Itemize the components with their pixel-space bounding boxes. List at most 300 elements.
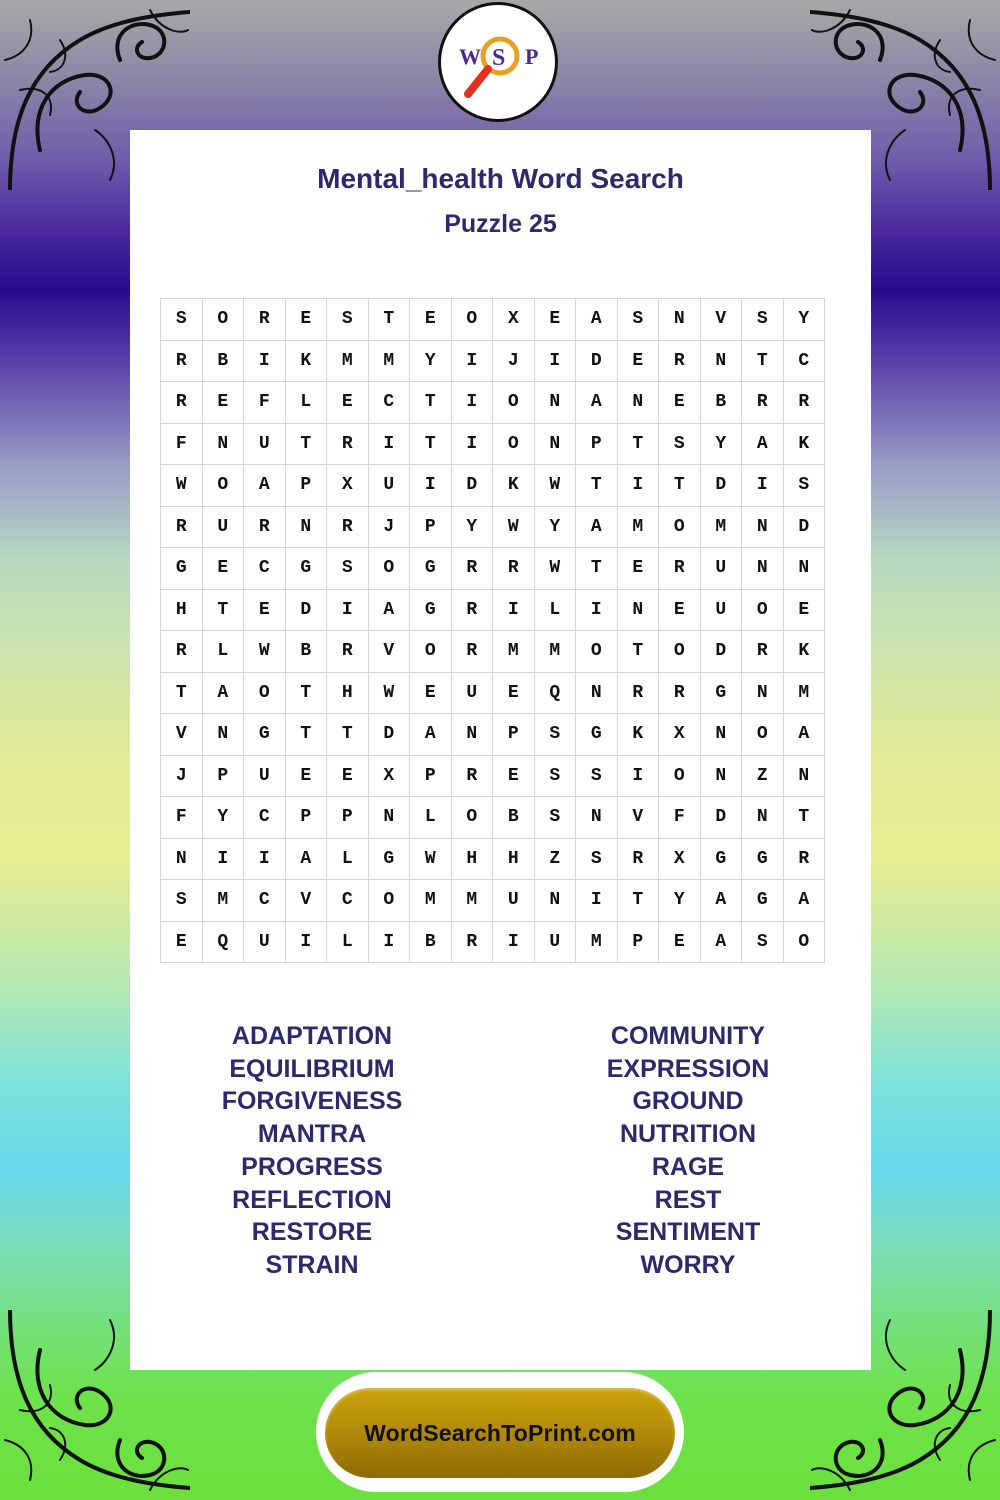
grid-cell[interactable]: I bbox=[493, 921, 535, 963]
grid-cell[interactable]: Q bbox=[534, 672, 576, 714]
grid-row bbox=[161, 755, 825, 797]
grid-cell[interactable]: T bbox=[327, 714, 369, 756]
grid-cell[interactable]: T bbox=[659, 465, 701, 507]
grid-cell[interactable]: I bbox=[244, 838, 286, 880]
grid-cell[interactable]: U bbox=[368, 465, 410, 507]
grid-cell[interactable]: E bbox=[410, 672, 452, 714]
grid-cell[interactable]: S bbox=[576, 838, 618, 880]
grid-cell[interactable]: O bbox=[742, 714, 784, 756]
grid-cell[interactable]: T bbox=[576, 465, 618, 507]
grid-cell[interactable]: N bbox=[451, 714, 493, 756]
grid-cell[interactable]: T bbox=[576, 548, 618, 590]
grid-cell[interactable]: A bbox=[576, 299, 618, 341]
grid-cell[interactable]: E bbox=[327, 755, 369, 797]
grid-cell[interactable]: M bbox=[783, 672, 825, 714]
grid-cell[interactable]: R bbox=[742, 382, 784, 424]
grid-cell[interactable]: W bbox=[534, 548, 576, 590]
grid-cell[interactable]: R bbox=[451, 589, 493, 631]
grid-cell[interactable]: N bbox=[700, 340, 742, 382]
grid-cell[interactable]: I bbox=[493, 589, 535, 631]
grid-cell[interactable]: E bbox=[659, 921, 701, 963]
grid-cell[interactable]: S bbox=[659, 423, 701, 465]
grid-cell[interactable]: G bbox=[410, 548, 452, 590]
grid-row bbox=[161, 340, 825, 382]
grid-cell[interactable]: O bbox=[576, 631, 618, 673]
grid-cell[interactable]: W bbox=[244, 631, 286, 673]
grid-cell[interactable]: I bbox=[451, 382, 493, 424]
grid-cell[interactable]: N bbox=[202, 714, 244, 756]
grid-cell[interactable]: H bbox=[493, 838, 535, 880]
grid-cell[interactable]: T bbox=[285, 423, 327, 465]
grid-cell[interactable]: C bbox=[368, 382, 410, 424]
grid-row bbox=[161, 838, 825, 880]
grid-cell[interactable]: K bbox=[285, 340, 327, 382]
word-list-item: REFLECTION bbox=[232, 1185, 392, 1214]
grid-cell[interactable]: C bbox=[327, 880, 369, 922]
grid-cell[interactable]: K bbox=[783, 631, 825, 673]
grid-cell[interactable]: T bbox=[410, 423, 452, 465]
grid-cell[interactable]: I bbox=[244, 340, 286, 382]
grid-cell[interactable]: Z bbox=[742, 755, 784, 797]
svg-text:P: P bbox=[525, 44, 539, 69]
grid-cell[interactable]: O bbox=[742, 589, 784, 631]
grid-cell[interactable]: R bbox=[327, 423, 369, 465]
grid-cell[interactable]: O bbox=[202, 465, 244, 507]
grid-cell[interactable]: U bbox=[244, 423, 286, 465]
word-list-item: GROUND bbox=[632, 1087, 744, 1116]
grid-cell[interactable]: J bbox=[493, 340, 535, 382]
grid-cell[interactable]: N bbox=[742, 797, 784, 839]
grid-cell[interactable]: Y bbox=[783, 299, 825, 341]
grid-cell[interactable]: W bbox=[161, 465, 203, 507]
grid-cell[interactable]: I bbox=[617, 465, 659, 507]
grid-cell[interactable]: A bbox=[368, 589, 410, 631]
grid-cell[interactable]: U bbox=[700, 548, 742, 590]
word-list-item: WORRY bbox=[640, 1250, 736, 1279]
grid-cell[interactable]: E bbox=[285, 755, 327, 797]
grid-cell[interactable]: S bbox=[534, 797, 576, 839]
grid-cell[interactable]: I bbox=[617, 755, 659, 797]
grid-cell[interactable]: S bbox=[534, 714, 576, 756]
grid-cell[interactable]: E bbox=[783, 589, 825, 631]
grid-cell[interactable]: D bbox=[700, 797, 742, 839]
grid-cell[interactable]: C bbox=[244, 548, 286, 590]
grid-cell[interactable]: R bbox=[451, 631, 493, 673]
grid-cell[interactable]: B bbox=[410, 921, 452, 963]
grid-cell[interactable]: R bbox=[244, 299, 286, 341]
grid-cell[interactable]: E bbox=[659, 589, 701, 631]
grid-cell[interactable]: R bbox=[659, 672, 701, 714]
grid-cell[interactable]: O bbox=[410, 631, 452, 673]
grid-cell[interactable]: T bbox=[285, 672, 327, 714]
grid-cell[interactable]: R bbox=[161, 631, 203, 673]
grid-cell[interactable]: H bbox=[451, 838, 493, 880]
grid-cell[interactable]: N bbox=[576, 797, 618, 839]
grid-cell[interactable]: R bbox=[327, 506, 369, 548]
grid-cell[interactable]: T bbox=[742, 340, 784, 382]
grid-cell[interactable]: U bbox=[244, 755, 286, 797]
grid-cell[interactable]: O bbox=[368, 548, 410, 590]
grid-cell[interactable]: P bbox=[617, 921, 659, 963]
grid-cell[interactable]: R bbox=[617, 672, 659, 714]
word-list-right bbox=[528, 1020, 848, 1282]
grid-cell[interactable]: L bbox=[410, 797, 452, 839]
grid-row bbox=[161, 548, 825, 590]
site-link-label: WordSearchToPrint.com bbox=[364, 1419, 636, 1446]
grid-cell[interactable]: M bbox=[576, 921, 618, 963]
grid-cell[interactable]: O bbox=[451, 797, 493, 839]
grid-cell[interactable]: E bbox=[244, 589, 286, 631]
grid-cell[interactable]: G bbox=[368, 838, 410, 880]
word-list-item: MANTRA bbox=[257, 1120, 367, 1149]
grid-cell[interactable]: Y bbox=[659, 880, 701, 922]
grid-cell[interactable]: N bbox=[742, 548, 784, 590]
grid-cell[interactable]: R bbox=[244, 506, 286, 548]
grid-cell[interactable]: F bbox=[161, 797, 203, 839]
grid-cell[interactable]: W bbox=[534, 465, 576, 507]
grid-cell[interactable]: O bbox=[451, 299, 493, 341]
grid-cell[interactable]: Y bbox=[410, 340, 452, 382]
grid-cell[interactable]: F bbox=[659, 797, 701, 839]
grid-cell[interactable]: A bbox=[700, 921, 742, 963]
grid-cell[interactable]: P bbox=[285, 797, 327, 839]
grid-cell[interactable]: Z bbox=[534, 838, 576, 880]
grid-cell[interactable]: I bbox=[368, 423, 410, 465]
grid-cell[interactable]: A bbox=[285, 838, 327, 880]
grid-cell[interactable]: X bbox=[493, 299, 535, 341]
grid-cell[interactable]: U bbox=[534, 921, 576, 963]
grid-cell[interactable]: U bbox=[244, 921, 286, 963]
grid-cell[interactable]: O bbox=[493, 382, 535, 424]
grid-cell[interactable]: A bbox=[783, 714, 825, 756]
grid-cell[interactable]: E bbox=[617, 548, 659, 590]
grid-cell[interactable]: X bbox=[659, 714, 701, 756]
grid-row bbox=[161, 465, 825, 507]
grid-cell[interactable]: P bbox=[493, 714, 535, 756]
grid-cell[interactable]: I bbox=[285, 921, 327, 963]
grid-cell[interactable]: A bbox=[700, 880, 742, 922]
grid-cell[interactable]: N bbox=[534, 423, 576, 465]
puzzle-sheet bbox=[130, 130, 871, 1370]
grid-cell[interactable]: G bbox=[161, 548, 203, 590]
grid-cell[interactable]: T bbox=[202, 589, 244, 631]
grid-cell[interactable]: V bbox=[285, 880, 327, 922]
grid-cell[interactable]: P bbox=[576, 423, 618, 465]
grid-cell[interactable]: M bbox=[451, 880, 493, 922]
grid-row bbox=[161, 880, 825, 922]
grid-cell[interactable]: R bbox=[659, 340, 701, 382]
word-list-item: STRAIN bbox=[265, 1250, 359, 1279]
grid-cell[interactable]: K bbox=[783, 423, 825, 465]
grid-cell[interactable]: O bbox=[368, 880, 410, 922]
letter-grid bbox=[160, 298, 825, 963]
grid-cell[interactable]: I bbox=[451, 340, 493, 382]
grid-cell[interactable]: D bbox=[576, 340, 618, 382]
grid-cell[interactable]: S bbox=[161, 299, 203, 341]
grid-cell[interactable]: R bbox=[783, 382, 825, 424]
grid-cell[interactable]: N bbox=[700, 755, 742, 797]
grid-cell[interactable]: O bbox=[493, 423, 535, 465]
grid-cell[interactable]: P bbox=[285, 465, 327, 507]
grid-cell[interactable]: L bbox=[285, 382, 327, 424]
grid-cell[interactable]: V bbox=[161, 714, 203, 756]
grid-cell[interactable]: D bbox=[451, 465, 493, 507]
grid-cell[interactable]: X bbox=[659, 838, 701, 880]
grid-cell[interactable]: F bbox=[161, 423, 203, 465]
word-list-item: RESTORE bbox=[251, 1218, 373, 1247]
grid-row bbox=[161, 672, 825, 714]
grid-cell[interactable]: K bbox=[493, 465, 535, 507]
grid-row bbox=[161, 714, 825, 756]
grid-cell[interactable]: P bbox=[410, 506, 452, 548]
grid-row bbox=[161, 589, 825, 631]
grid-cell[interactable]: M bbox=[617, 506, 659, 548]
grid-cell[interactable]: N bbox=[368, 797, 410, 839]
grid-cell[interactable]: S bbox=[617, 299, 659, 341]
grid-cell[interactable]: A bbox=[202, 672, 244, 714]
grid-cell[interactable]: N bbox=[161, 838, 203, 880]
grid-cell[interactable]: V bbox=[700, 299, 742, 341]
svg-text:W: W bbox=[459, 44, 481, 69]
grid-cell[interactable]: T bbox=[410, 382, 452, 424]
grid-row bbox=[161, 423, 825, 465]
grid-cell[interactable]: P bbox=[410, 755, 452, 797]
grid-cell[interactable]: O bbox=[783, 921, 825, 963]
grid-cell[interactable]: T bbox=[783, 797, 825, 839]
grid-cell[interactable]: C bbox=[244, 797, 286, 839]
grid-cell[interactable]: G bbox=[576, 714, 618, 756]
grid-row bbox=[161, 797, 825, 839]
grid-cell[interactable]: U bbox=[451, 672, 493, 714]
grid-cell[interactable]: S bbox=[161, 880, 203, 922]
grid-cell[interactable]: E bbox=[161, 921, 203, 963]
grid-cell[interactable]: I bbox=[368, 921, 410, 963]
grid-cell[interactable]: X bbox=[327, 465, 369, 507]
grid-cell[interactable]: M bbox=[327, 340, 369, 382]
grid-cell[interactable]: N bbox=[742, 672, 784, 714]
grid-cell[interactable]: A bbox=[576, 506, 618, 548]
grid-row bbox=[161, 299, 825, 341]
grid-cell[interactable]: R bbox=[742, 631, 784, 673]
grid-cell[interactable]: Y bbox=[202, 797, 244, 839]
grid-cell[interactable]: G bbox=[244, 714, 286, 756]
grid-cell[interactable]: I bbox=[576, 589, 618, 631]
grid-cell[interactable]: O bbox=[659, 506, 701, 548]
grid-cell[interactable]: R bbox=[617, 838, 659, 880]
grid-cell[interactable]: G bbox=[742, 838, 784, 880]
grid-cell[interactable]: E bbox=[617, 340, 659, 382]
grid-cell[interactable]: D bbox=[700, 631, 742, 673]
grid-cell[interactable]: B bbox=[285, 631, 327, 673]
grid-cell[interactable]: W bbox=[368, 672, 410, 714]
word-list-item: NUTRITION bbox=[619, 1120, 757, 1149]
grid-cell[interactable]: I bbox=[327, 589, 369, 631]
grid-cell[interactable]: E bbox=[659, 382, 701, 424]
grid-cell[interactable]: R bbox=[161, 506, 203, 548]
magnifier-logo-icon bbox=[448, 12, 548, 112]
grid-cell[interactable]: A bbox=[244, 465, 286, 507]
grid-cell[interactable]: G bbox=[700, 672, 742, 714]
grid-row bbox=[161, 506, 825, 548]
grid-cell[interactable]: N bbox=[700, 714, 742, 756]
grid-cell[interactable]: R bbox=[161, 340, 203, 382]
grid-cell[interactable]: U bbox=[493, 880, 535, 922]
grid-cell[interactable]: D bbox=[783, 506, 825, 548]
word-list-item: RAGE bbox=[651, 1152, 725, 1181]
grid-cell[interactable]: S bbox=[576, 755, 618, 797]
grid-cell[interactable]: N bbox=[285, 506, 327, 548]
grid-cell[interactable]: I bbox=[576, 880, 618, 922]
grid-cell[interactable]: B bbox=[202, 340, 244, 382]
grid-cell[interactable]: G bbox=[700, 838, 742, 880]
grid-cell[interactable]: U bbox=[202, 506, 244, 548]
grid-cell[interactable]: F bbox=[244, 382, 286, 424]
grid-cell[interactable]: M bbox=[700, 506, 742, 548]
grid-cell[interactable]: T bbox=[285, 714, 327, 756]
grid-cell[interactable]: N bbox=[617, 382, 659, 424]
grid-cell[interactable]: S bbox=[742, 299, 784, 341]
grid-cell[interactable]: S bbox=[327, 548, 369, 590]
grid-cell[interactable]: Y bbox=[451, 506, 493, 548]
grid-cell[interactable]: S bbox=[783, 465, 825, 507]
grid-cell[interactable]: S bbox=[742, 921, 784, 963]
grid-cell[interactable]: M bbox=[534, 631, 576, 673]
grid-cell[interactable]: N bbox=[783, 548, 825, 590]
grid-cell[interactable]: E bbox=[202, 382, 244, 424]
grid-cell[interactable]: S bbox=[327, 299, 369, 341]
puzzle-number: Puzzle 25 bbox=[444, 210, 557, 238]
grid-cell[interactable]: H bbox=[161, 589, 203, 631]
grid-cell[interactable]: R bbox=[327, 631, 369, 673]
grid-cell[interactable]: R bbox=[493, 548, 535, 590]
grid-cell[interactable]: N bbox=[534, 382, 576, 424]
grid-cell[interactable]: X bbox=[368, 755, 410, 797]
grid-cell[interactable]: D bbox=[700, 465, 742, 507]
grid-cell[interactable]: J bbox=[161, 755, 203, 797]
grid-cell[interactable]: O bbox=[659, 631, 701, 673]
grid-cell[interactable]: L bbox=[327, 921, 369, 963]
grid-cell[interactable]: B bbox=[493, 797, 535, 839]
grid-cell[interactable]: G bbox=[410, 589, 452, 631]
grid-cell[interactable]: O bbox=[202, 299, 244, 341]
grid-cell[interactable]: E bbox=[327, 382, 369, 424]
grid-cell[interactable]: D bbox=[285, 589, 327, 631]
word-list-left bbox=[152, 1020, 472, 1282]
grid-cell[interactable]: M bbox=[410, 880, 452, 922]
puzzle-title: Mental_health Word Search bbox=[317, 163, 684, 194]
grid-cell[interactable]: A bbox=[783, 880, 825, 922]
grid-cell[interactable]: W bbox=[410, 838, 452, 880]
grid-cell[interactable]: J bbox=[368, 506, 410, 548]
grid-cell[interactable]: P bbox=[202, 755, 244, 797]
grid-cell[interactable]: T bbox=[617, 880, 659, 922]
grid-cell[interactable]: E bbox=[493, 672, 535, 714]
grid-cell[interactable]: N bbox=[742, 506, 784, 548]
grid-cell[interactable]: M bbox=[368, 340, 410, 382]
grid-cell[interactable]: T bbox=[617, 423, 659, 465]
grid-cell[interactable]: N bbox=[534, 880, 576, 922]
grid-cell[interactable]: B bbox=[700, 382, 742, 424]
grid-cell[interactable]: E bbox=[285, 299, 327, 341]
grid-cell[interactable]: W bbox=[493, 506, 535, 548]
grid-cell[interactable]: E bbox=[410, 299, 452, 341]
grid-cell[interactable]: G bbox=[285, 548, 327, 590]
grid-cell[interactable]: E bbox=[493, 755, 535, 797]
grid-cell[interactable]: O bbox=[244, 672, 286, 714]
grid-cell[interactable]: Q bbox=[202, 921, 244, 963]
grid-cell[interactable]: Y bbox=[534, 506, 576, 548]
grid-cell[interactable]: R bbox=[451, 755, 493, 797]
grid-cell[interactable]: A bbox=[742, 423, 784, 465]
wsp-logo[interactable] bbox=[438, 2, 558, 122]
grid-cell[interactable]: R bbox=[659, 548, 701, 590]
grid-cell[interactable]: T bbox=[161, 672, 203, 714]
grid-cell[interactable]: N bbox=[659, 299, 701, 341]
grid-cell[interactable]: G bbox=[742, 880, 784, 922]
grid-cell[interactable]: I bbox=[451, 423, 493, 465]
word-list-item: ADAPTATION bbox=[231, 1022, 393, 1050]
grid-cell[interactable]: M bbox=[493, 631, 535, 673]
grid-cell[interactable]: T bbox=[617, 631, 659, 673]
grid-cell[interactable]: I bbox=[410, 465, 452, 507]
word-list-item: EQUILIBRIUM bbox=[229, 1054, 395, 1083]
grid-cell[interactable]: I bbox=[202, 838, 244, 880]
word-list-item: FORGIVENESS bbox=[221, 1087, 403, 1116]
grid-cell[interactable]: I bbox=[534, 340, 576, 382]
grid-cell[interactable]: L bbox=[327, 838, 369, 880]
site-link-button[interactable] bbox=[325, 1388, 675, 1478]
grid-cell[interactable]: M bbox=[202, 880, 244, 922]
grid-cell[interactable]: U bbox=[700, 589, 742, 631]
grid-cell[interactable]: R bbox=[783, 838, 825, 880]
grid-cell[interactable]: D bbox=[368, 714, 410, 756]
word-list-item: SENTIMENT bbox=[615, 1218, 761, 1247]
grid-cell[interactable]: C bbox=[783, 340, 825, 382]
grid-cell[interactable]: E bbox=[202, 548, 244, 590]
grid-cell[interactable]: N bbox=[576, 672, 618, 714]
grid-row bbox=[161, 631, 825, 673]
grid-cell[interactable]: R bbox=[451, 921, 493, 963]
grid-cell[interactable]: K bbox=[617, 714, 659, 756]
grid-cell[interactable]: T bbox=[368, 299, 410, 341]
grid-cell[interactable]: Y bbox=[700, 423, 742, 465]
grid-cell[interactable]: V bbox=[617, 797, 659, 839]
grid-cell[interactable]: C bbox=[244, 880, 286, 922]
grid-cell[interactable]: V bbox=[368, 631, 410, 673]
word-list-item: EXPRESSION bbox=[606, 1054, 770, 1083]
grid-cell[interactable]: R bbox=[161, 382, 203, 424]
grid-row bbox=[161, 921, 825, 963]
grid-cell[interactable]: O bbox=[659, 755, 701, 797]
grid-cell[interactable]: N bbox=[783, 755, 825, 797]
grid-cell[interactable]: A bbox=[410, 714, 452, 756]
grid-cell[interactable]: N bbox=[617, 589, 659, 631]
grid-cell[interactable]: R bbox=[451, 548, 493, 590]
grid-cell[interactable]: S bbox=[534, 755, 576, 797]
word-list-item: COMMUNITY bbox=[610, 1022, 766, 1050]
grid-row bbox=[161, 382, 825, 424]
svg-text:S: S bbox=[492, 45, 506, 71]
grid-cell[interactable]: P bbox=[327, 797, 369, 839]
word-list-item: REST bbox=[654, 1185, 722, 1214]
grid-cell[interactable]: L bbox=[202, 631, 244, 673]
grid-cell[interactable]: I bbox=[742, 465, 784, 507]
grid-cell[interactable]: N bbox=[202, 423, 244, 465]
grid-cell[interactable]: L bbox=[534, 589, 576, 631]
grid-cell[interactable]: E bbox=[534, 299, 576, 341]
grid-cell[interactable]: H bbox=[327, 672, 369, 714]
grid-cell[interactable]: A bbox=[576, 382, 618, 424]
